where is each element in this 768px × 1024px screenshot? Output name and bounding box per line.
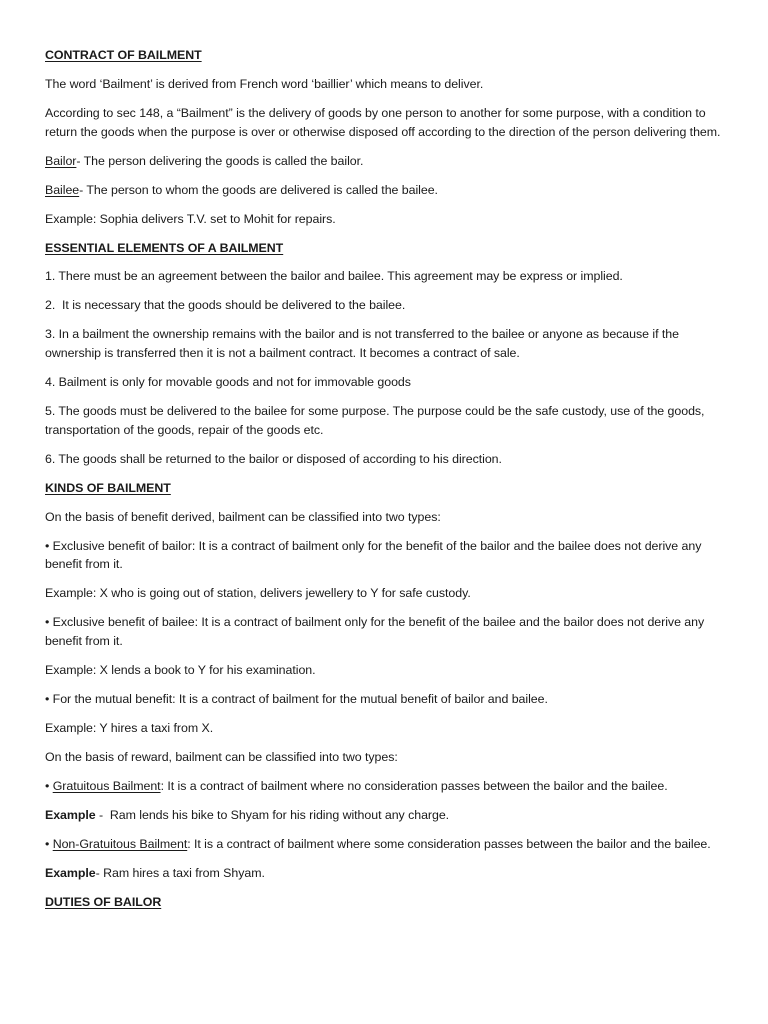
paragraph-exclusive-bailee: • Exclusive benefit of bailee: It is a contract of bailment only for the benefit of the bailee and the bailor does not derive any benefit from it. [45, 615, 705, 648]
heading-kinds-of-bailment: KINDS OF BAILMENT [45, 480, 171, 495]
paragraph-gratuitous [45, 777, 735, 796]
paragraph-example-book: Example: X lends a book to Y for his examination. [45, 662, 316, 677]
element-item-1: 1. There must be an agreement between the bailor and bailee. This agreement may be express or implied. [45, 269, 623, 284]
paragraph-example-taxi-y: Example: Y hires a taxi from X. [45, 720, 214, 735]
document-page [45, 46, 735, 922]
bullet-glyph: • [45, 836, 53, 851]
term-non-gratuitous-bailment: Non-Gratuitous Bailment [52, 836, 188, 851]
paragraph-word-origin: The word ‘Bailment’ is derived from French word ‘baillier’ which means to deliver. [45, 76, 484, 91]
paragraph-example-ram-bike [45, 806, 735, 825]
paragraph-exclusive-bailor: • Exclusive benefit of bailor: It is a contract of bailment only for the benefit of the bailor and the bailee does not derive any benefit from it. [45, 538, 702, 572]
bailee-definition-text: - The person to whom the goods are delivered is called the bailee. [79, 182, 438, 197]
non-gratuitous-definition-text: : It is a contract of bailment where some consideration passes between the bailor and the bailee. [187, 836, 711, 851]
element-item-3: 3. In a bailment the ownership remains with the bailor and is not transferred to the bailee or anyone as because if the ownership is transferred then it is not a bailment contract. It becomes a contract of sale. [45, 327, 679, 361]
term-gratuitous-bailment: Gratuitous Bailment [52, 778, 161, 793]
paragraph-example-sophia: Example: Sophia delivers T.V. set to Mohit for repairs. [45, 211, 336, 226]
example-ram-taxi-text: - Ram hires a taxi from Shyam. [95, 865, 265, 880]
element-item-5: 5. The goods must be delivered to the bailee for some purpose. The purpose could be the safe custody, use of the goods, transportation of the goods, repair of the goods etc. [45, 404, 705, 437]
paragraph-example-ram-taxi [45, 864, 735, 883]
term-bailor: Bailor [45, 153, 77, 168]
example-ram-bike-text: - Ram lends his bike to Shyam for his riding without any charge. [95, 807, 450, 822]
paragraph-section-148: According to sec 148, a “Bailment” is the delivery of goods by one person to another for some purpose, with a condition to return the goods when the purpose is over or otherwise disposed off according to the direction of the person delivering them. [45, 105, 721, 139]
example-label: Example [45, 865, 96, 880]
term-bailee: Bailee [45, 182, 80, 197]
bailor-definition-text: - The person delivering the goods is called the bailor. [76, 153, 364, 168]
element-item-2: 2. It is necessary that the goods should be delivered to the bailee. [45, 298, 406, 313]
element-item-6: 6. The goods shall be returned to the bailor or disposed of according to his direction. [45, 451, 502, 466]
paragraph-benefit-basis: On the basis of benefit derived, bailment can be classified into two types: [45, 509, 441, 524]
heading-contract-of-bailment: CONTRACT OF BAILMENT [45, 48, 202, 62]
element-item-4: 4. Bailment is only for movable goods and not for immovable goods [45, 375, 411, 390]
heading-essential-elements: ESSENTIAL ELEMENTS OF A BAILMENT [45, 240, 284, 255]
paragraph-non-gratuitous [45, 835, 735, 854]
heading-duties-of-bailor: DUTIES OF BAILOR [45, 894, 162, 909]
bullet-glyph: • [45, 778, 53, 793]
paragraph-bailee-definition [45, 181, 735, 200]
paragraph-reward-basis: On the basis of reward, bailment can be classified into two types: [45, 749, 398, 764]
paragraph-example-jewellery: Example: X who is going out of station, delivers jewellery to Y for safe custody. [45, 586, 471, 601]
paragraph-bailor-definition [45, 152, 735, 171]
example-label: Example [45, 807, 96, 822]
paragraph-mutual-benefit: • For the mutual benefit: It is a contract of bailment for the mutual benefit of bailor and bailee. [45, 691, 548, 706]
gratuitous-definition-text: : It is a contract of bailment where no consideration passes between the bailor and the bailee. [160, 778, 668, 793]
